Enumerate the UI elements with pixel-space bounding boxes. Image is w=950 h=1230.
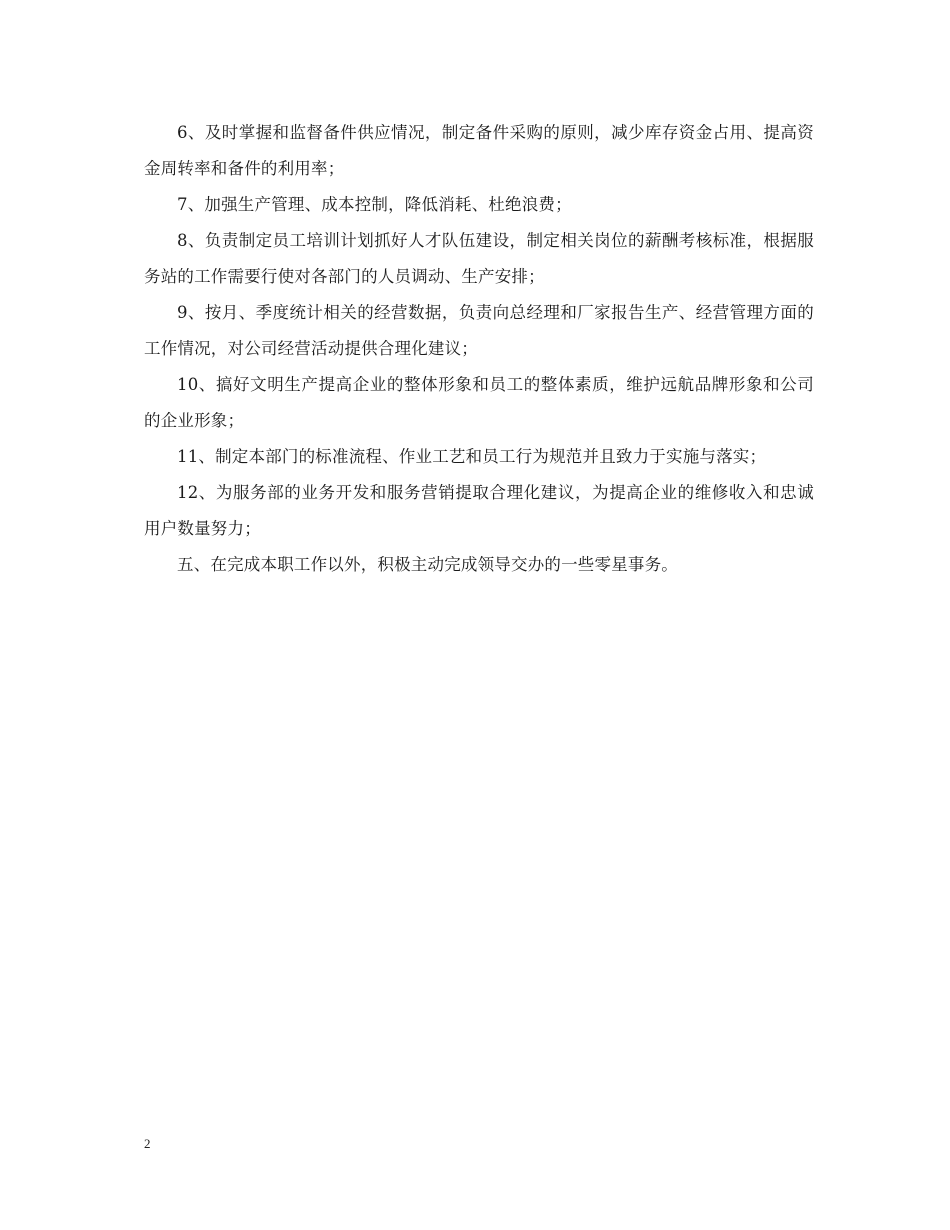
document-body: [144, 115, 814, 583]
paragraph-item-12: 12、为服务部的业务开发和服务营销提取合理化建议，为提高企业的维修收入和忠诚用户数量努力；: [144, 483, 814, 538]
paragraph-item-9: 9、按月、季度统计相关的经营数据，负责向总经理和厂家报告生产、经营管理方面的工作情况，对公司经营活动提供合理化建议；: [144, 303, 814, 358]
page-number: 2: [144, 1136, 151, 1151]
paragraph-item-11: 11、制定本部门的标准流程、作业工艺和员工行为规范并且致力于实施与落实；: [177, 447, 767, 466]
paragraph-item-8: 8、负责制定员工培训计划抓好人才队伍建设，制定相关岗位的薪酬考核标准，根据服务站的工作需要行使对各部门的人员调动、生产安排；: [144, 231, 814, 286]
paragraph-item-7: 7、加强生产管理、成本控制，降低消耗、杜绝浪费；: [177, 195, 572, 214]
paragraph-section-five: 五、在完成本职工作以外，积极主动完成领导交办的一些零星事务。: [177, 555, 678, 574]
paragraph-item-6: 6、及时掌握和监督备件供应情况，制定备件采购的原则，减少库存资金占用、提高资金周转率和备件的利用率；: [144, 123, 814, 178]
paragraph-item-10: 10、搞好文明生产提高企业的整体形象和员工的整体素质，维护远航品牌形象和公司的企业形象；: [144, 375, 814, 430]
